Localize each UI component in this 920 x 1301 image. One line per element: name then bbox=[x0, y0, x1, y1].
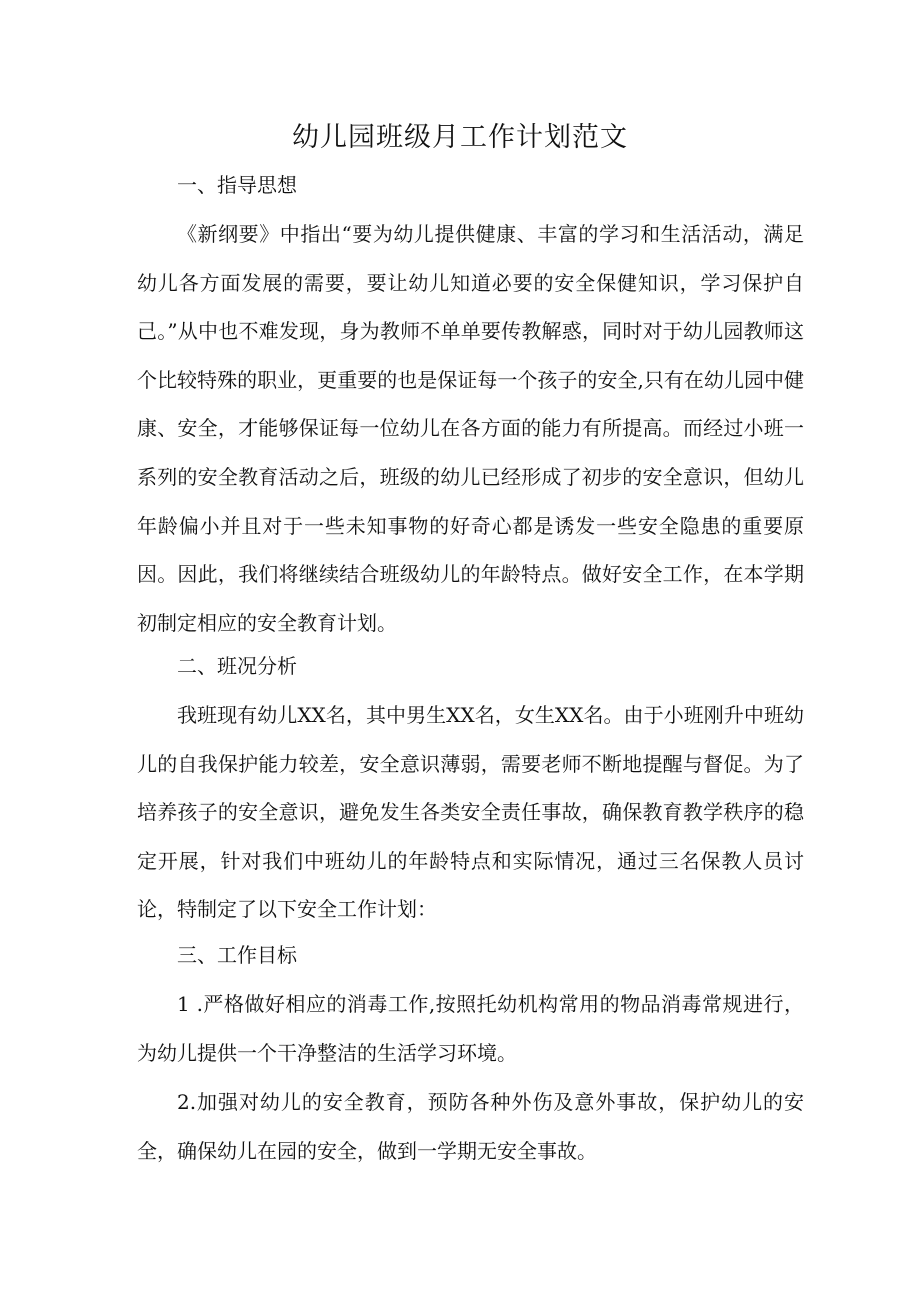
goal-item-1: 1 .严格做好相应的消毒工作,按照托幼机构常用的物品消毒常规进行，为幼儿提供一个干净整洁的生活学习环境。 bbox=[137, 992, 804, 1065]
paragraph-class-analysis: 我班现有幼儿XX名，其中男生XX名，女生XX名。由于小班刚升中班幼儿的自我保护能力较差，安全意识薄弱，需要老师不断地提醒与督促。为了培养孩子的安全意识，避免发生各类安全责任事故，确保教育教学秩序的稳定开展，针对我们中班幼儿的年龄特点和实际情况，通过三名保教人员讨论，特制定了以下安全工作计划： bbox=[137, 703, 804, 922]
section-heading-guiding-ideology: 一、指导思想 bbox=[177, 173, 297, 197]
section-heading-class-analysis: 二、班况分析 bbox=[177, 654, 297, 678]
section-heading-work-goals: 三、工作目标 bbox=[177, 943, 297, 967]
goal-item-2: 2.加强对幼儿的安全教育，预防各种外伤及意外事故，保护幼儿的安全，确保幼儿在园的安全，做到一学期无安全事故。 bbox=[137, 1090, 804, 1163]
document-title: 幼儿园班级月工作计划范文 bbox=[292, 122, 628, 153]
paragraph-guiding-ideology: 《新纲要》中指出“要为幼儿提供健康、丰富的学习和生活活动，满足幼儿各方面发展的需要，要让幼儿知道必要的安全保健知识，学习保护自己。”从中也不难发现，身为教师不单单要传教解惑，同时对于幼儿园教师这个比较特殊的职业，更重要的也是保证每一个孩子的安全,只有在幼儿园中健康、安全，才能够保证每一位幼儿在各方面的能力有所提高。而经过小班一系列的安全教育活动之后，班级的幼儿已经形成了初步的安全意识，但幼儿年龄偏小并且对于一些未知事物的好奇心都是诱发一些安全隐患的重要原因。因此，我们将继续结合班级幼儿的年龄特点。做好安全工作，在本学期初制定相应的安全教育计划。 bbox=[137, 222, 804, 635]
